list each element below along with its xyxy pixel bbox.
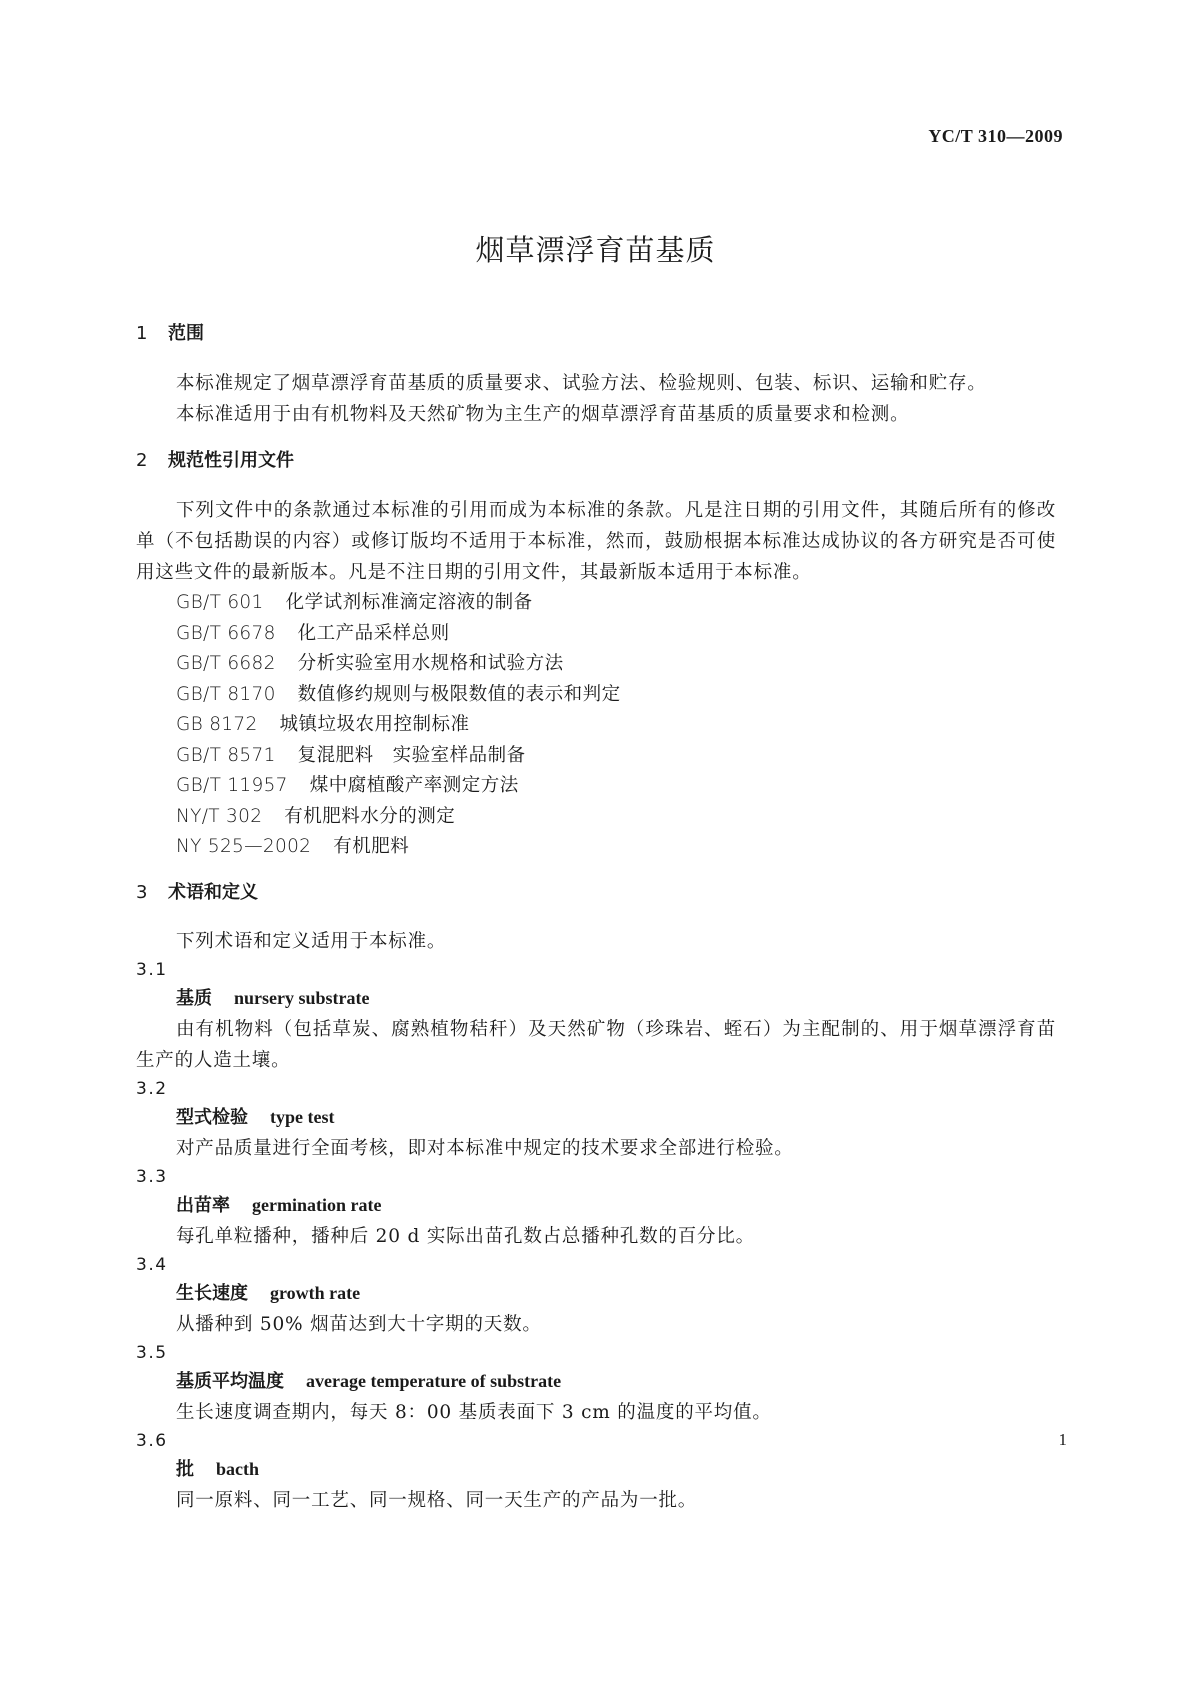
reference-title: 分析实验室用水规格和试验方法: [297, 653, 564, 674]
term-heading: [136, 1454, 1056, 1485]
term-chinese: 生长速度: [176, 1282, 248, 1304]
standard-code: YC/T 310—2009: [928, 126, 1063, 146]
term-heading: [136, 1278, 1056, 1309]
reference-title: 有机肥料: [333, 836, 410, 857]
term-chinese: 基质平均温度: [176, 1370, 284, 1392]
reference-item: [136, 832, 1056, 863]
reference-code: NY/T 302: [176, 805, 263, 827]
reference-code: GB 8172: [176, 714, 258, 735]
section-heading: [136, 449, 1056, 473]
term-definition: 每孔单粒播种，播种后 20 d 实际出苗孔数占总播种孔数的百分比。: [176, 1225, 755, 1247]
term-definition: 由有机物料（包括草炭、腐熟植物秸秆）及天然矿物（珍珠岩、蛭石）为主配制的、用于烟草漂浮育苗生产的人造土壤。: [136, 1018, 1056, 1071]
term-chinese: 出苗率: [176, 1194, 230, 1216]
term-english: type test: [270, 1106, 335, 1127]
term-definition: 同一原料、同一工艺、同一规格、同一天生产的产品为一批。: [176, 1489, 698, 1511]
section-heading: [136, 881, 1056, 905]
reference-title: 城镇垃圾农用控制标准: [279, 714, 470, 735]
term-english: germination rate: [252, 1194, 382, 1215]
term-number: 3.5: [136, 1342, 168, 1363]
reference-title: 复混肥料 实验室样品制备: [297, 744, 526, 766]
reference-title: 化学试剂标准滴定溶液的制备: [285, 592, 533, 613]
section-number: 3: [136, 881, 148, 903]
term-heading: [136, 1102, 1056, 1133]
reference-code: GB/T 601: [176, 592, 264, 613]
reference-item: [136, 649, 1056, 680]
paragraph: 本标准规定了烟草漂浮育苗基质的质量要求、试验方法、检验规则、包装、标识、运输和贮存。: [176, 373, 987, 394]
reference-code: NY 525—2002: [176, 836, 312, 857]
reference-item: [136, 588, 1056, 619]
reference-title: 有机肥料水分的测定: [284, 805, 456, 827]
term-number: 3.4: [136, 1254, 168, 1275]
section-title: 范围: [168, 323, 204, 344]
term-english: nursery substrate: [234, 987, 370, 1008]
reference-item: [136, 710, 1056, 741]
reference-code: GB/T 8571: [176, 744, 276, 766]
section-heading: [136, 322, 1056, 346]
section-number: 2: [136, 450, 148, 471]
term-definition: 从播种到 50% 烟苗达到大十字期的天数。: [176, 1313, 542, 1335]
reference-code: GB/T 6678: [176, 622, 276, 644]
reference-title: 煤中腐植酸产率测定方法: [309, 775, 519, 796]
reference-code: GB/T 11957: [176, 775, 288, 796]
reference-item: [136, 741, 1056, 772]
term-number: 3.3: [136, 1166, 168, 1187]
reference-code: GB/T 6682: [176, 653, 276, 674]
term-number: 3.2: [136, 1078, 168, 1099]
term-chinese: 批: [176, 1458, 194, 1480]
reference-item: [136, 619, 1056, 650]
term-number: 3.1: [136, 959, 168, 980]
term-heading: [136, 983, 1056, 1014]
paragraph: 下列文件中的条款通过本标准的引用而成为本标准的条款。凡是注日期的引用文件，其随后所有的修改单（不包括勘误的内容）或修订版均不适用于本标准，然而，鼓励根据本标准达成协议的各方研究是否可使用这些文件的最新版本。凡是不注日期的引用文件，其最新版本适用于本标准。: [136, 500, 1056, 583]
section-number: 1: [136, 323, 148, 344]
reference-item: [136, 771, 1056, 802]
document-body: [136, 322, 1056, 1516]
reference-item: [136, 802, 1056, 833]
reference-title: 化工产品采样总则: [297, 622, 450, 644]
reference-code: GB/T 8170: [176, 683, 276, 705]
term-heading: [136, 1366, 1056, 1397]
section-title: 术语和定义: [168, 881, 258, 903]
term-heading: [136, 1190, 1056, 1221]
paragraph: 本标准适用于由有机物料及天然矿物为主生产的烟草漂浮育苗基质的质量要求和检测。: [176, 404, 910, 425]
term-chinese: 基质: [176, 987, 212, 1009]
term-definition: 对产品质量进行全面考核，即对本标准中规定的技术要求全部进行检验。: [176, 1137, 794, 1159]
term-english: average temperature of substrate: [306, 1370, 562, 1391]
term-number: 3.6: [136, 1430, 168, 1451]
term-chinese: 型式检验: [176, 1106, 248, 1128]
term-english: growth rate: [270, 1282, 361, 1303]
term-english: bacth: [216, 1458, 260, 1479]
page-number: 1: [1058, 1430, 1067, 1449]
reference-title: 数值修约规则与极限数值的表示和判定: [297, 683, 621, 705]
reference-item: [136, 680, 1056, 711]
term-definition: 生长速度调查期内，每天 8：00 基质表面下 3 cm 的温度的平均值。: [176, 1401, 772, 1423]
section-title: 规范性引用文件: [168, 450, 294, 471]
paragraph: 下列术语和定义适用于本标准。: [176, 930, 447, 952]
document-title: 烟草漂浮育苗基质: [475, 233, 716, 267]
